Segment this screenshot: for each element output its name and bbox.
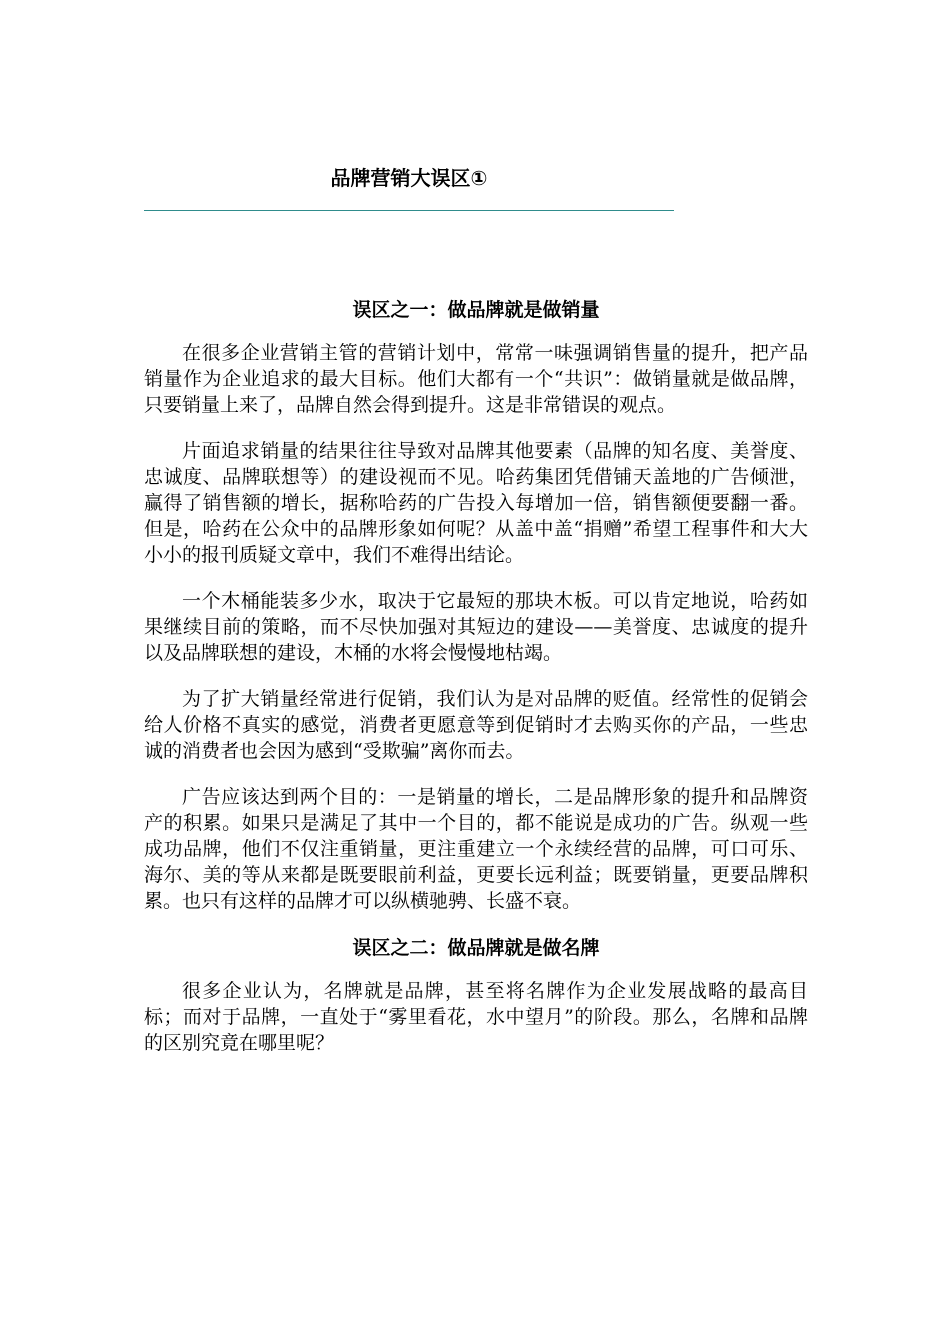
section-heading-1: 误区之一：做品牌就是做销量 [352,299,600,321]
paragraph: 很多企业认为，名牌就是品牌，甚至将名牌作为企业发展战略的最高目标；而对于品牌，一直处于“雾里看花，水中望月”的阶段。那么，名牌和品牌的区别究竟在哪里呢？ [144,980,808,1054]
section-heading-2: 误区之二：做品牌就是做名牌 [352,937,600,959]
paragraph: 片面追求销量的结果往往导致对品牌其他要素（品牌的知名度、美誉度、忠诚度、品牌联想等）的建设视而不见。哈药集团凭借铺天盖地的广告倾泄，赢得了销售额的增长，据称哈药的广告投入每增加一倍，销售额便要翻一番。但是，哈药在公众中的品牌形象如何呢？从盖中盖“捐赠”希望工程事件和大大小小的报刊质疑文章中，我们不难得出结论。 [144,440,808,566]
paragraph: 一个木桶能装多少水，取决于它最短的那块木板。可以肯定地说，哈药如果继续目前的策略，而不尽快加强对其短边的建设——美誉度、忠诚度的提升以及品牌联想的建设，木桶的水将会慢慢地枯竭。 [144,590,808,664]
paragraph: 广告应该达到两个目的：一是销量的增长，二是品牌形象的提升和品牌资产的积累。如果只是满足了其中一个目的，都不能说是成功的广告。纵观一些成功品牌，他们不仅注重销量，更注重建立一个永续经营的品牌，可口可乐、海尔、美的等从来都是既要眼前利益，更要长远利益；既要销量，更要品牌积累。也只有这样的品牌才可以纵横驰骋、长盛不衰。 [144,786,808,912]
paragraph: 为了扩大销量经常进行促销，我们认为是对品牌的贬值。经常性的促销会给人价格不真实的感觉，消费者更愿意等到促销时才去购买你的产品，一些忠诚的消费者也会因为感到“受欺骗”离你而去。 [144,688,808,762]
page-title: 品牌营销大误区① [330,166,488,190]
paragraph: 在很多企业营销主管的营销计划中，常常一味强调销售量的提升，把产品销量作为企业追求的最大目标。他们大都有一个“共识”：做销量就是做品牌，只要销量上来了，品牌自然会得到提升。这是非常错误的观点。 [144,342,808,416]
title-divider [144,210,674,211]
document-body [144,296,808,1076]
